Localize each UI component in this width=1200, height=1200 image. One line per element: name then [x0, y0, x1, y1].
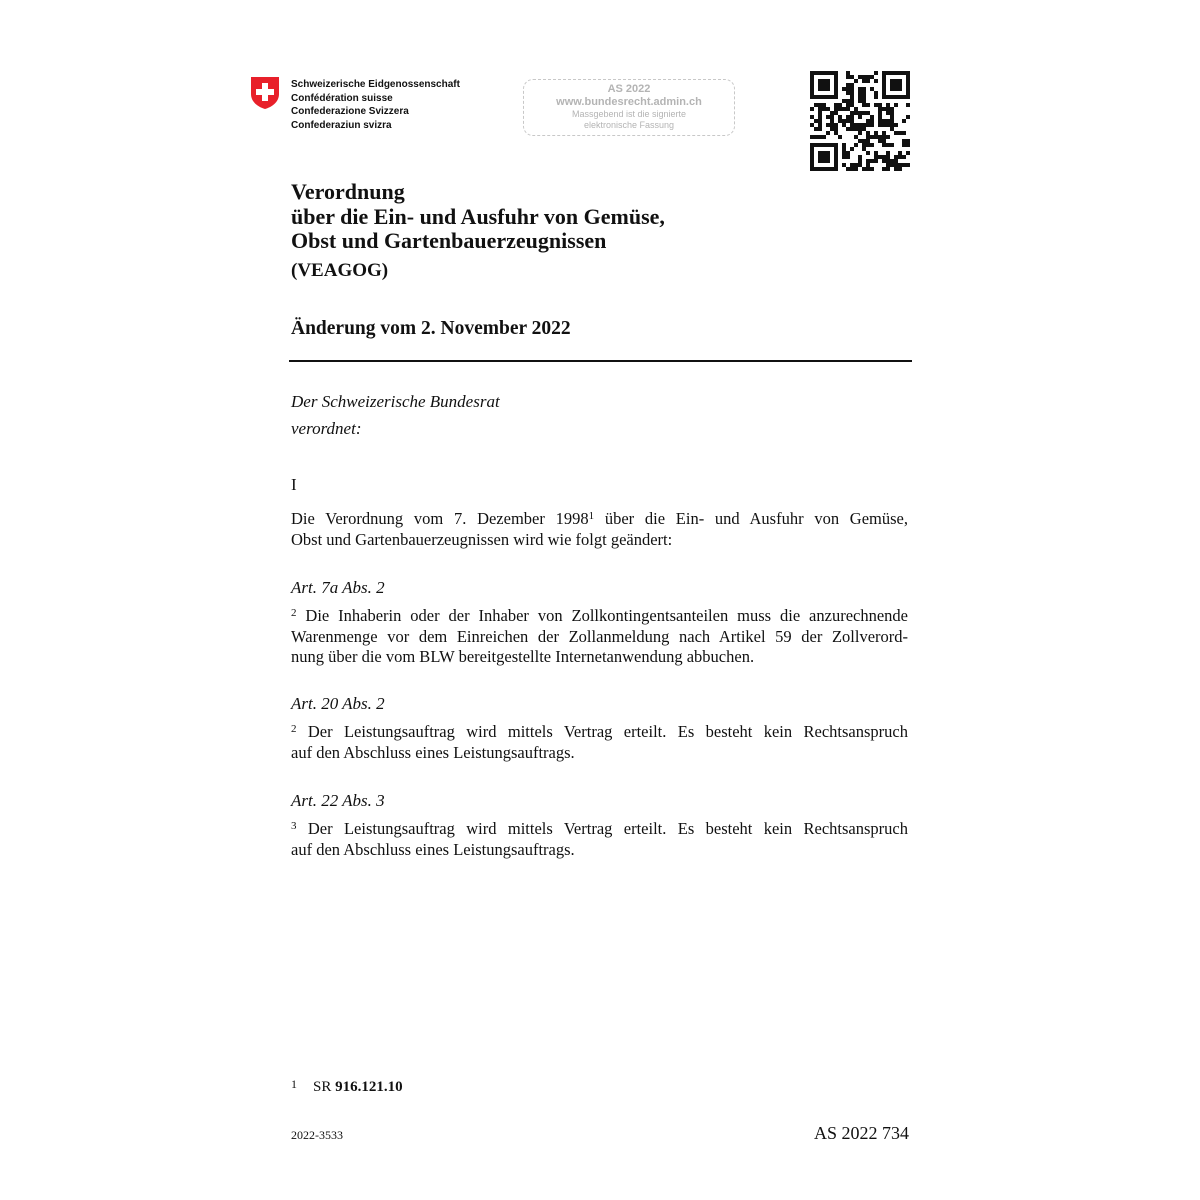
stamp-note-1: Massgebend ist die signierte — [571, 109, 687, 119]
paragraph-number: 2 — [291, 607, 297, 619]
paragraph-line: Die Inhaberin oder der Inhaber von Zollkontingentsanteilen muss die anzurechnende — [296, 606, 908, 625]
article-paragraph — [291, 819, 908, 860]
stamp-collection: AS 2022 — [607, 83, 651, 95]
title-line-1: Verordnung — [291, 179, 405, 204]
confederation-name-it: Confederazione Svizzera — [291, 106, 409, 117]
article-heading: Art. 7a Abs. 2 — [291, 578, 385, 597]
section-numeral: I — [291, 475, 297, 494]
title-divider — [289, 360, 912, 362]
amendment-date: Änderung vom 2. November 2022 — [291, 318, 571, 339]
swiss-cross-shield-icon — [250, 76, 280, 110]
confederation-name-fr: Confédération suisse — [291, 92, 393, 104]
amendment-intro — [291, 509, 908, 550]
article-paragraph — [291, 722, 908, 763]
title-line-2: über die Ein- und Ausfuhr von Gemüse, — [291, 203, 665, 229]
intro-text-b: über die Ein- und Ausfuhr von Gemüse, — [594, 509, 908, 528]
document-number: 2022-3533 — [291, 1128, 343, 1142]
paragraph-line: Warenmenge vor dem Einreichen der Zollanmeldung nach Artikel 59 der Zollverord- — [291, 626, 908, 646]
footnote-number: 1 — [291, 1077, 297, 1091]
intro-text-a: Die Verordnung vom 7. Dezember 1998 — [291, 509, 589, 528]
confederation-name-de: Schweizerische Eidgenossenschaft — [291, 79, 460, 90]
ordinance-abbreviation: (VEAGOG) — [291, 260, 389, 281]
article-heading: Art. 22 Abs. 3 — [291, 791, 385, 810]
enacting-clause: verordnet: — [291, 419, 362, 438]
stamp-url: www.bundesrecht.admin.ch — [556, 96, 702, 108]
footnote — [291, 1077, 403, 1096]
confederation-names — [291, 78, 460, 132]
paragraph-line: auf den Abschluss eines Leistungsauftrags. — [291, 839, 575, 859]
official-publication-stamp — [523, 79, 735, 136]
issuing-authority: Der Schweizerische Bundesrat — [291, 392, 500, 411]
qr-code-icon[interactable] — [810, 71, 910, 171]
intro-text-c: Obst und Gartenbauerzeugnissen wird wie folgt geändert: — [291, 529, 673, 549]
footnote-reference[interactable]: 1 — [588, 510, 595, 522]
footnote-sr-number[interactable]: 916.121.10 — [335, 1079, 403, 1095]
article-paragraph — [291, 606, 908, 668]
paragraph-line: Der Leistungsauftrag wird mittels Vertrag erteilt. Es besteht kein Rechtsanspruch — [296, 722, 908, 741]
official-collection-reference: AS 2022 734 — [814, 1123, 910, 1143]
ordinance-title — [291, 180, 665, 254]
confederation-name-rm: Confederaziun svizra — [291, 119, 392, 131]
paragraph-line: nung über die vom BLW bereitgestellte Internetanwendung abbuchen. — [291, 647, 755, 666]
paragraph-number: 2 — [291, 723, 297, 735]
paragraph-line: Der Leistungsauftrag wird mittels Vertrag erteilt. Es besteht kein Rechtsanspruch — [296, 819, 908, 838]
stamp-note-2: elektronische Fassung — [583, 120, 675, 130]
paragraph-number: 3 — [291, 820, 297, 832]
title-line-3: Obst und Gartenbauerzeugnissen — [291, 228, 607, 253]
article-heading: Art. 20 Abs. 2 — [291, 694, 385, 713]
footnote-prefix: SR — [313, 1079, 336, 1095]
paragraph-line: auf den Abschluss eines Leistungsauftrags. — [291, 742, 575, 762]
